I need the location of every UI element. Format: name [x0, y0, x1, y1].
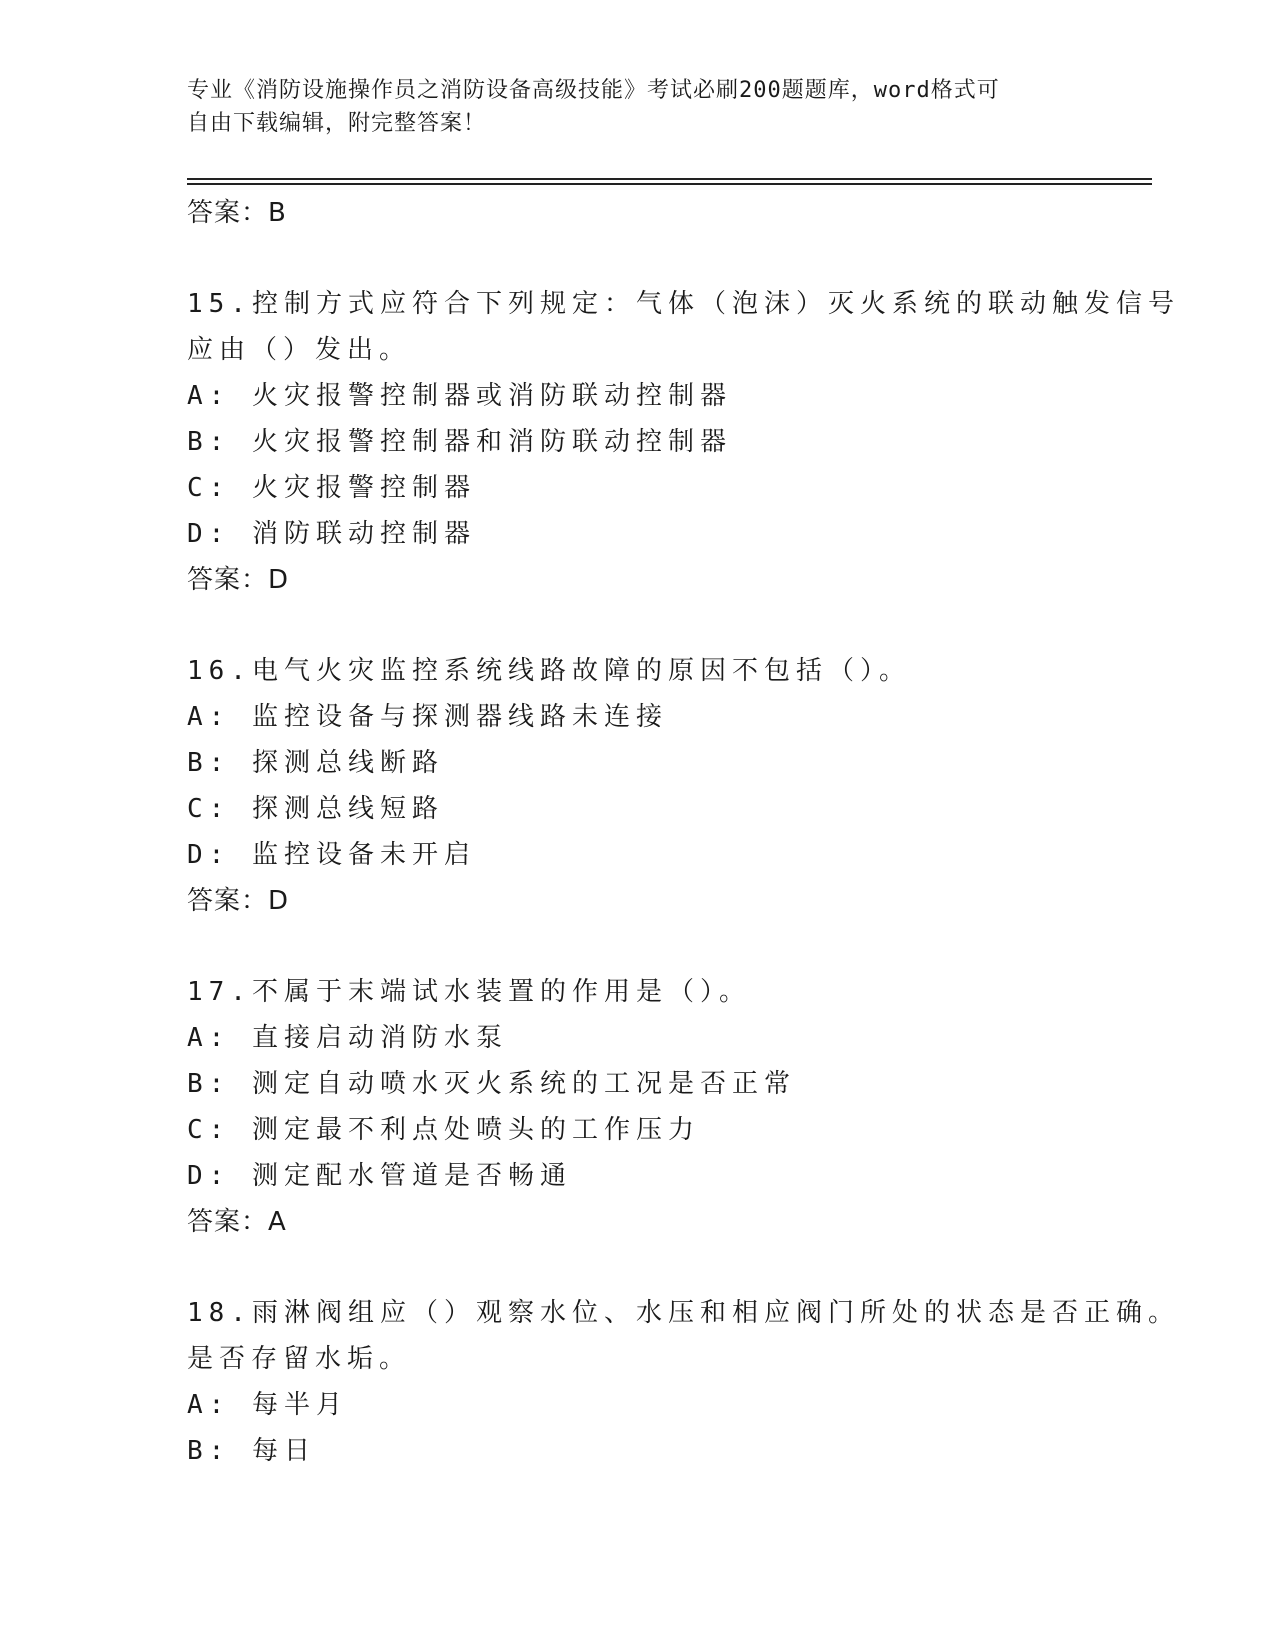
option-b: B: 探测总线断路 [187, 748, 444, 778]
answer-14: 答案：B [187, 198, 287, 228]
option-c: C: 火灾报警控制器 [187, 473, 476, 503]
question-list [187, 190, 1180, 1474]
question-stem: 应由（）发出。 [187, 335, 412, 365]
option-a: A: 火灾报警控制器或消防联动控制器 [187, 381, 732, 411]
question-stem: 15.控制方式应符合下列规定：气体（泡沫）灭火系统的联动触发信号 [187, 289, 1180, 319]
answer-15: 答案：D [187, 565, 290, 595]
option-d: D: 测定配水管道是否畅通 [187, 1161, 572, 1191]
question-17 [187, 969, 1147, 1245]
answer-16: 答案：D [187, 886, 290, 916]
option-a: A: 每半月 [187, 1390, 348, 1420]
option-d: D: 监控设备未开启 [187, 840, 476, 870]
option-c: C: 测定最不利点处喷头的工作压力 [187, 1115, 700, 1145]
option-a: A: 监控设备与探测器线路未连接 [187, 702, 668, 732]
option-b: B: 每日 [187, 1436, 316, 1466]
question-stem: 18.雨淋阀组应（）观察水位、水压和相应阀门所处的状态是否正确。 [187, 1298, 1180, 1328]
question-stem: 16.电气火灾监控系统线路故障的原因不包括（）。 [187, 656, 911, 686]
question-stem: 是否存留水垢。 [187, 1344, 412, 1374]
header-rule-bottom [187, 183, 1152, 185]
option-b: B: 测定自动喷水灭火系统的工况是否正常 [187, 1069, 796, 1099]
header-rule-top [187, 178, 1152, 180]
option-a: A: 直接启动消防水泵 [187, 1023, 508, 1053]
answer-17: 答案：A [187, 1207, 287, 1237]
spacer [187, 236, 1147, 281]
spacer [187, 1245, 1147, 1290]
document-header [187, 74, 1087, 140]
question-15 [187, 281, 1180, 603]
question-18 [187, 1290, 1180, 1474]
option-d: D: 消防联动控制器 [187, 519, 476, 549]
header-line-2: 自由下载编辑，附完整答案！ [187, 111, 487, 136]
option-b: B: 火灾报警控制器和消防联动控制器 [187, 427, 732, 457]
header-line-1: 专业《消防设施操作员之消防设备高级技能》考试必刷200题题库，word格式可 [187, 78, 1000, 103]
question-stem: 17.不属于末端试水装置的作用是（）。 [187, 977, 751, 1007]
spacer [187, 924, 1147, 969]
question-16 [187, 648, 1147, 924]
option-c: C: 探测总线短路 [187, 794, 444, 824]
spacer [187, 603, 1147, 648]
